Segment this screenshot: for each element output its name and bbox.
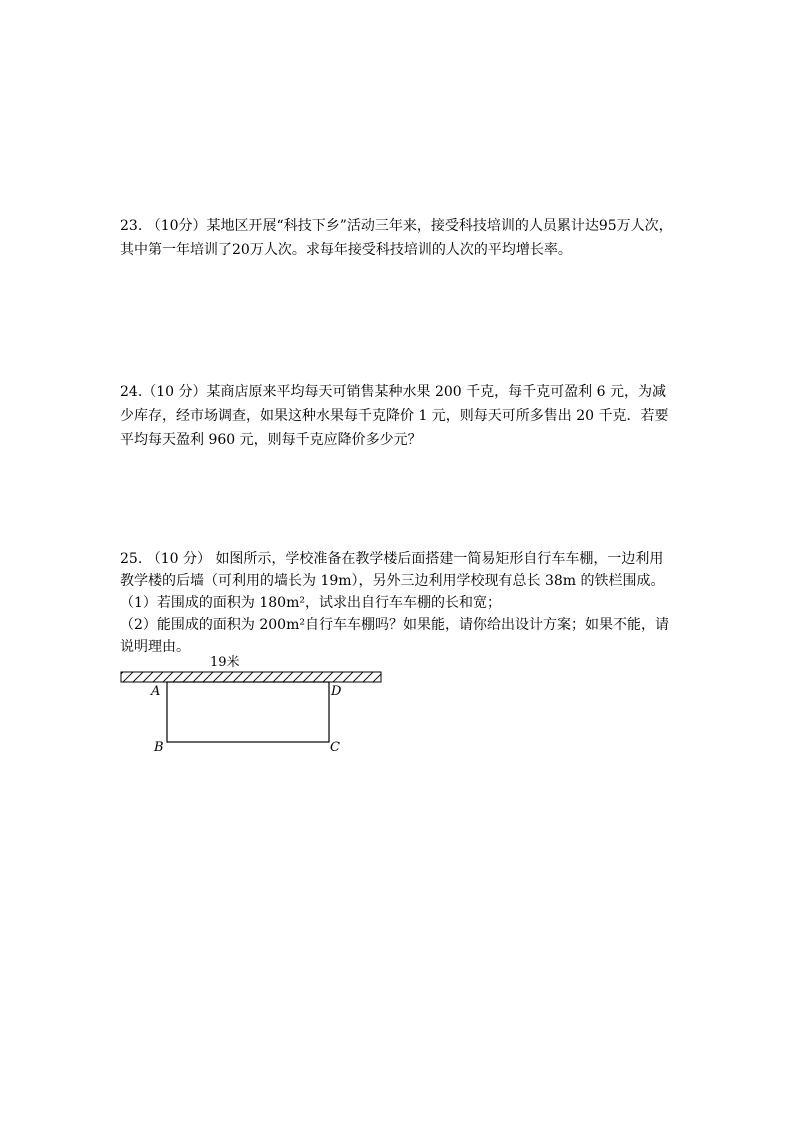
problem-score: （10 分） — [142, 384, 207, 400]
problem-25-body — [120, 548, 676, 592]
problem-score: （10 分） — [146, 551, 211, 567]
problem-score: （10分） — [146, 218, 207, 234]
problem-number: 24. — [120, 384, 143, 400]
shed-rectangle — [167, 682, 329, 742]
wall-length-label: 19米 — [210, 655, 240, 670]
problem-24-body — [120, 380, 676, 452]
problem-25 — [120, 548, 676, 658]
problem-24 — [120, 380, 676, 452]
problem-23-body — [120, 214, 676, 262]
vertex-label-c: C — [330, 740, 340, 755]
wall-hatching — [118, 672, 388, 682]
problem-text: 某地区开展“科技下乡”活动三年来，接受科技培训的人员累计达95万人次，其中第一年培训了20万人次。求每年接受科技培训的人次的平均增长率。 — [120, 218, 673, 258]
problem-text: 如图所示，学校准备在教学楼后面搭建一简易矩形自行车车棚，一边利用教学楼的后墙（可利用的墙长为 19m），另外三边利用学校现有总长 38m 的铁栏围成。 — [120, 551, 665, 589]
vertex-label-b: B — [154, 740, 164, 755]
sub-question-1: （1）若围成的面积为 180m²，试求出自行车车棚的长和宽； — [120, 595, 501, 611]
problem-23 — [120, 214, 676, 262]
vertex-label-d: D — [331, 684, 342, 699]
vertex-label-a: A — [151, 684, 161, 699]
problem-number: 25. — [120, 551, 143, 567]
problem-text: 某商店原来平均每天可销售某种水果 200 千克，每千克可盈利 6 元，为减少库存，经市场调查，如果这种水果每千克降价 1 元，则每天可所多售出 20 千克．若要平均每天盈利 960 元，则每千克应降价多少元？ — [120, 384, 669, 448]
bike-shed-figure — [118, 652, 388, 762]
problem-number: 23. — [120, 218, 143, 234]
wall — [118, 672, 388, 682]
sub-question-2: （2）能围成的面积为 200m²自行车车棚吗？如果能，请你给出设计方案；如果不能，请说明理由。 — [120, 617, 669, 655]
